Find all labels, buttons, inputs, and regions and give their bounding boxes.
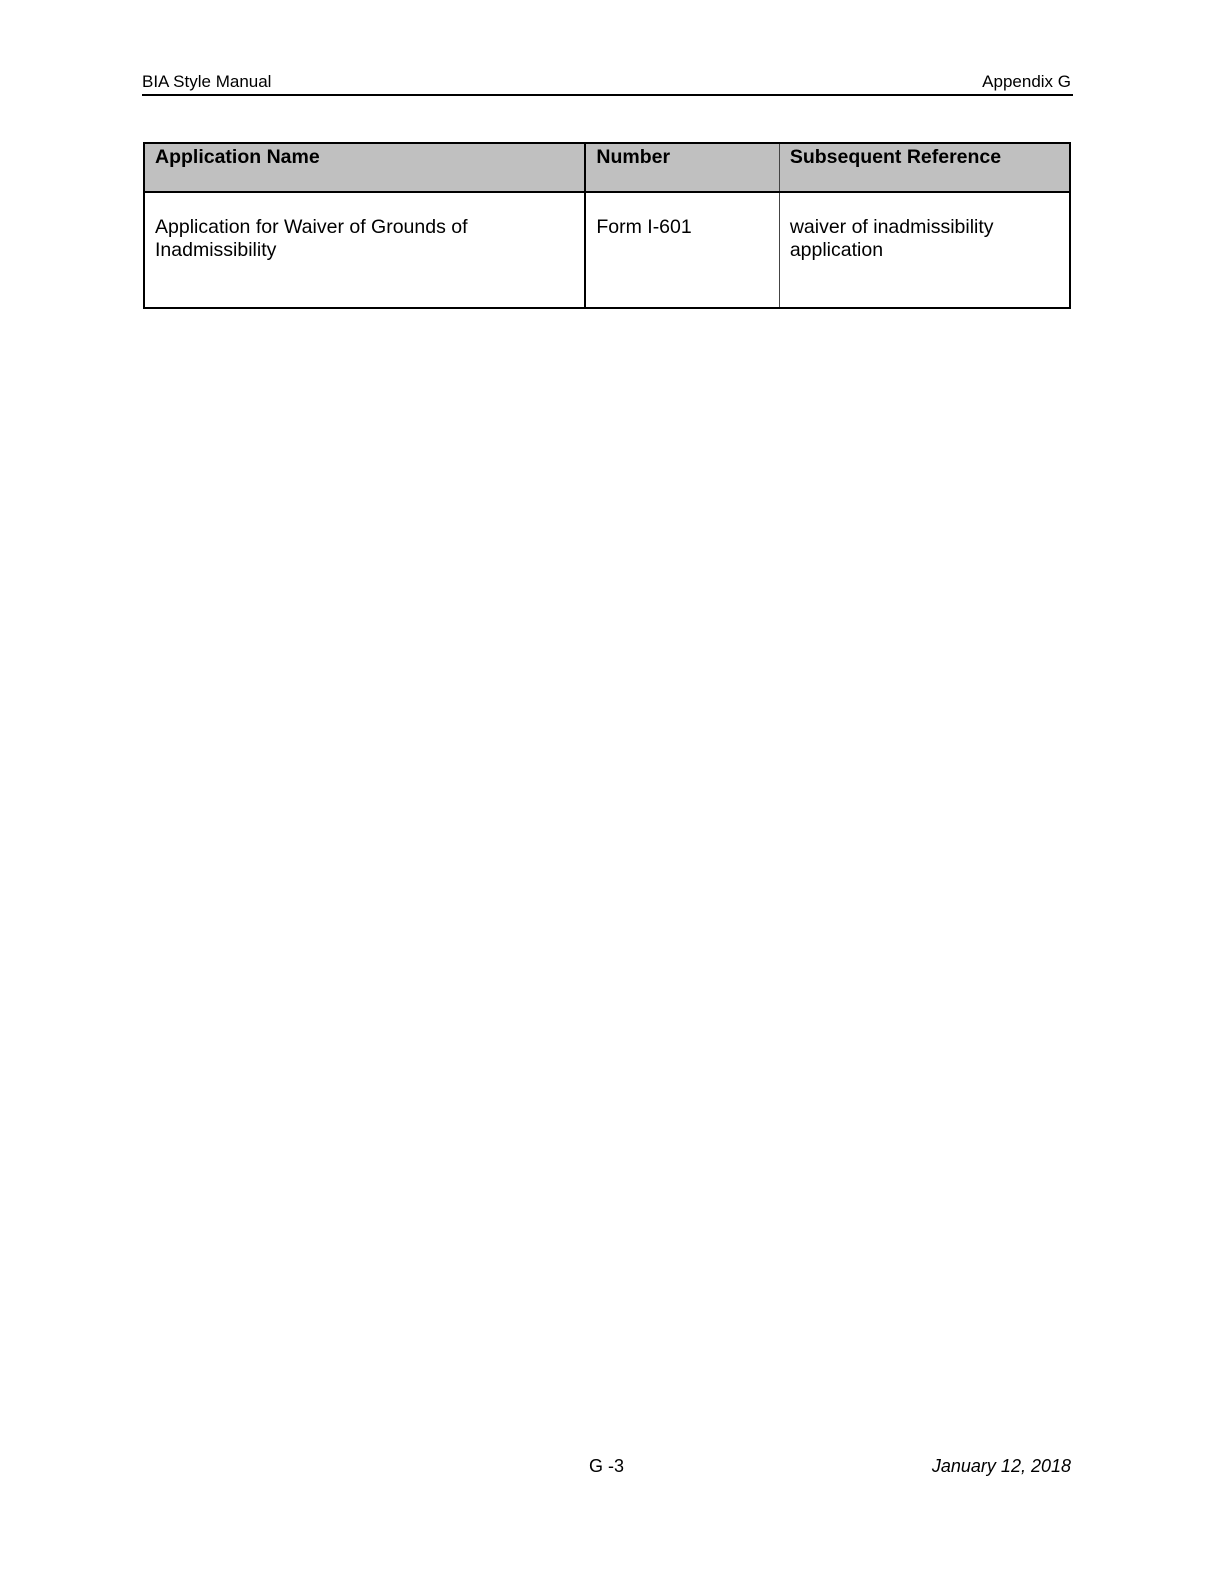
column-header-subsequent-reference: Subsequent Reference [779, 143, 1070, 192]
table-row [144, 192, 1070, 308]
header-section: Appendix G [982, 72, 1071, 91]
page-header [142, 70, 1073, 96]
subsequent-reference-line: waiver of inadmissibility [789, 216, 994, 238]
cell-subsequent-reference [779, 192, 1070, 308]
column-header-application-name: Application Name [144, 143, 585, 192]
cell-application-name [144, 192, 585, 308]
subsequent-reference-line: application [789, 239, 884, 261]
footer-date: January 12, 2018 [931, 1456, 1071, 1476]
application-name-line: Application for Waiver of Grounds of [155, 216, 468, 238]
application-name-line: Inadmissibility [155, 239, 277, 261]
applications-table [143, 142, 1071, 309]
header-title: BIA Style Manual [142, 72, 272, 91]
page-number: G -3 [589, 1456, 625, 1476]
table-header-row [144, 143, 1070, 192]
cell-number: Form I-601 [585, 192, 779, 308]
column-header-number: Number [585, 143, 779, 192]
